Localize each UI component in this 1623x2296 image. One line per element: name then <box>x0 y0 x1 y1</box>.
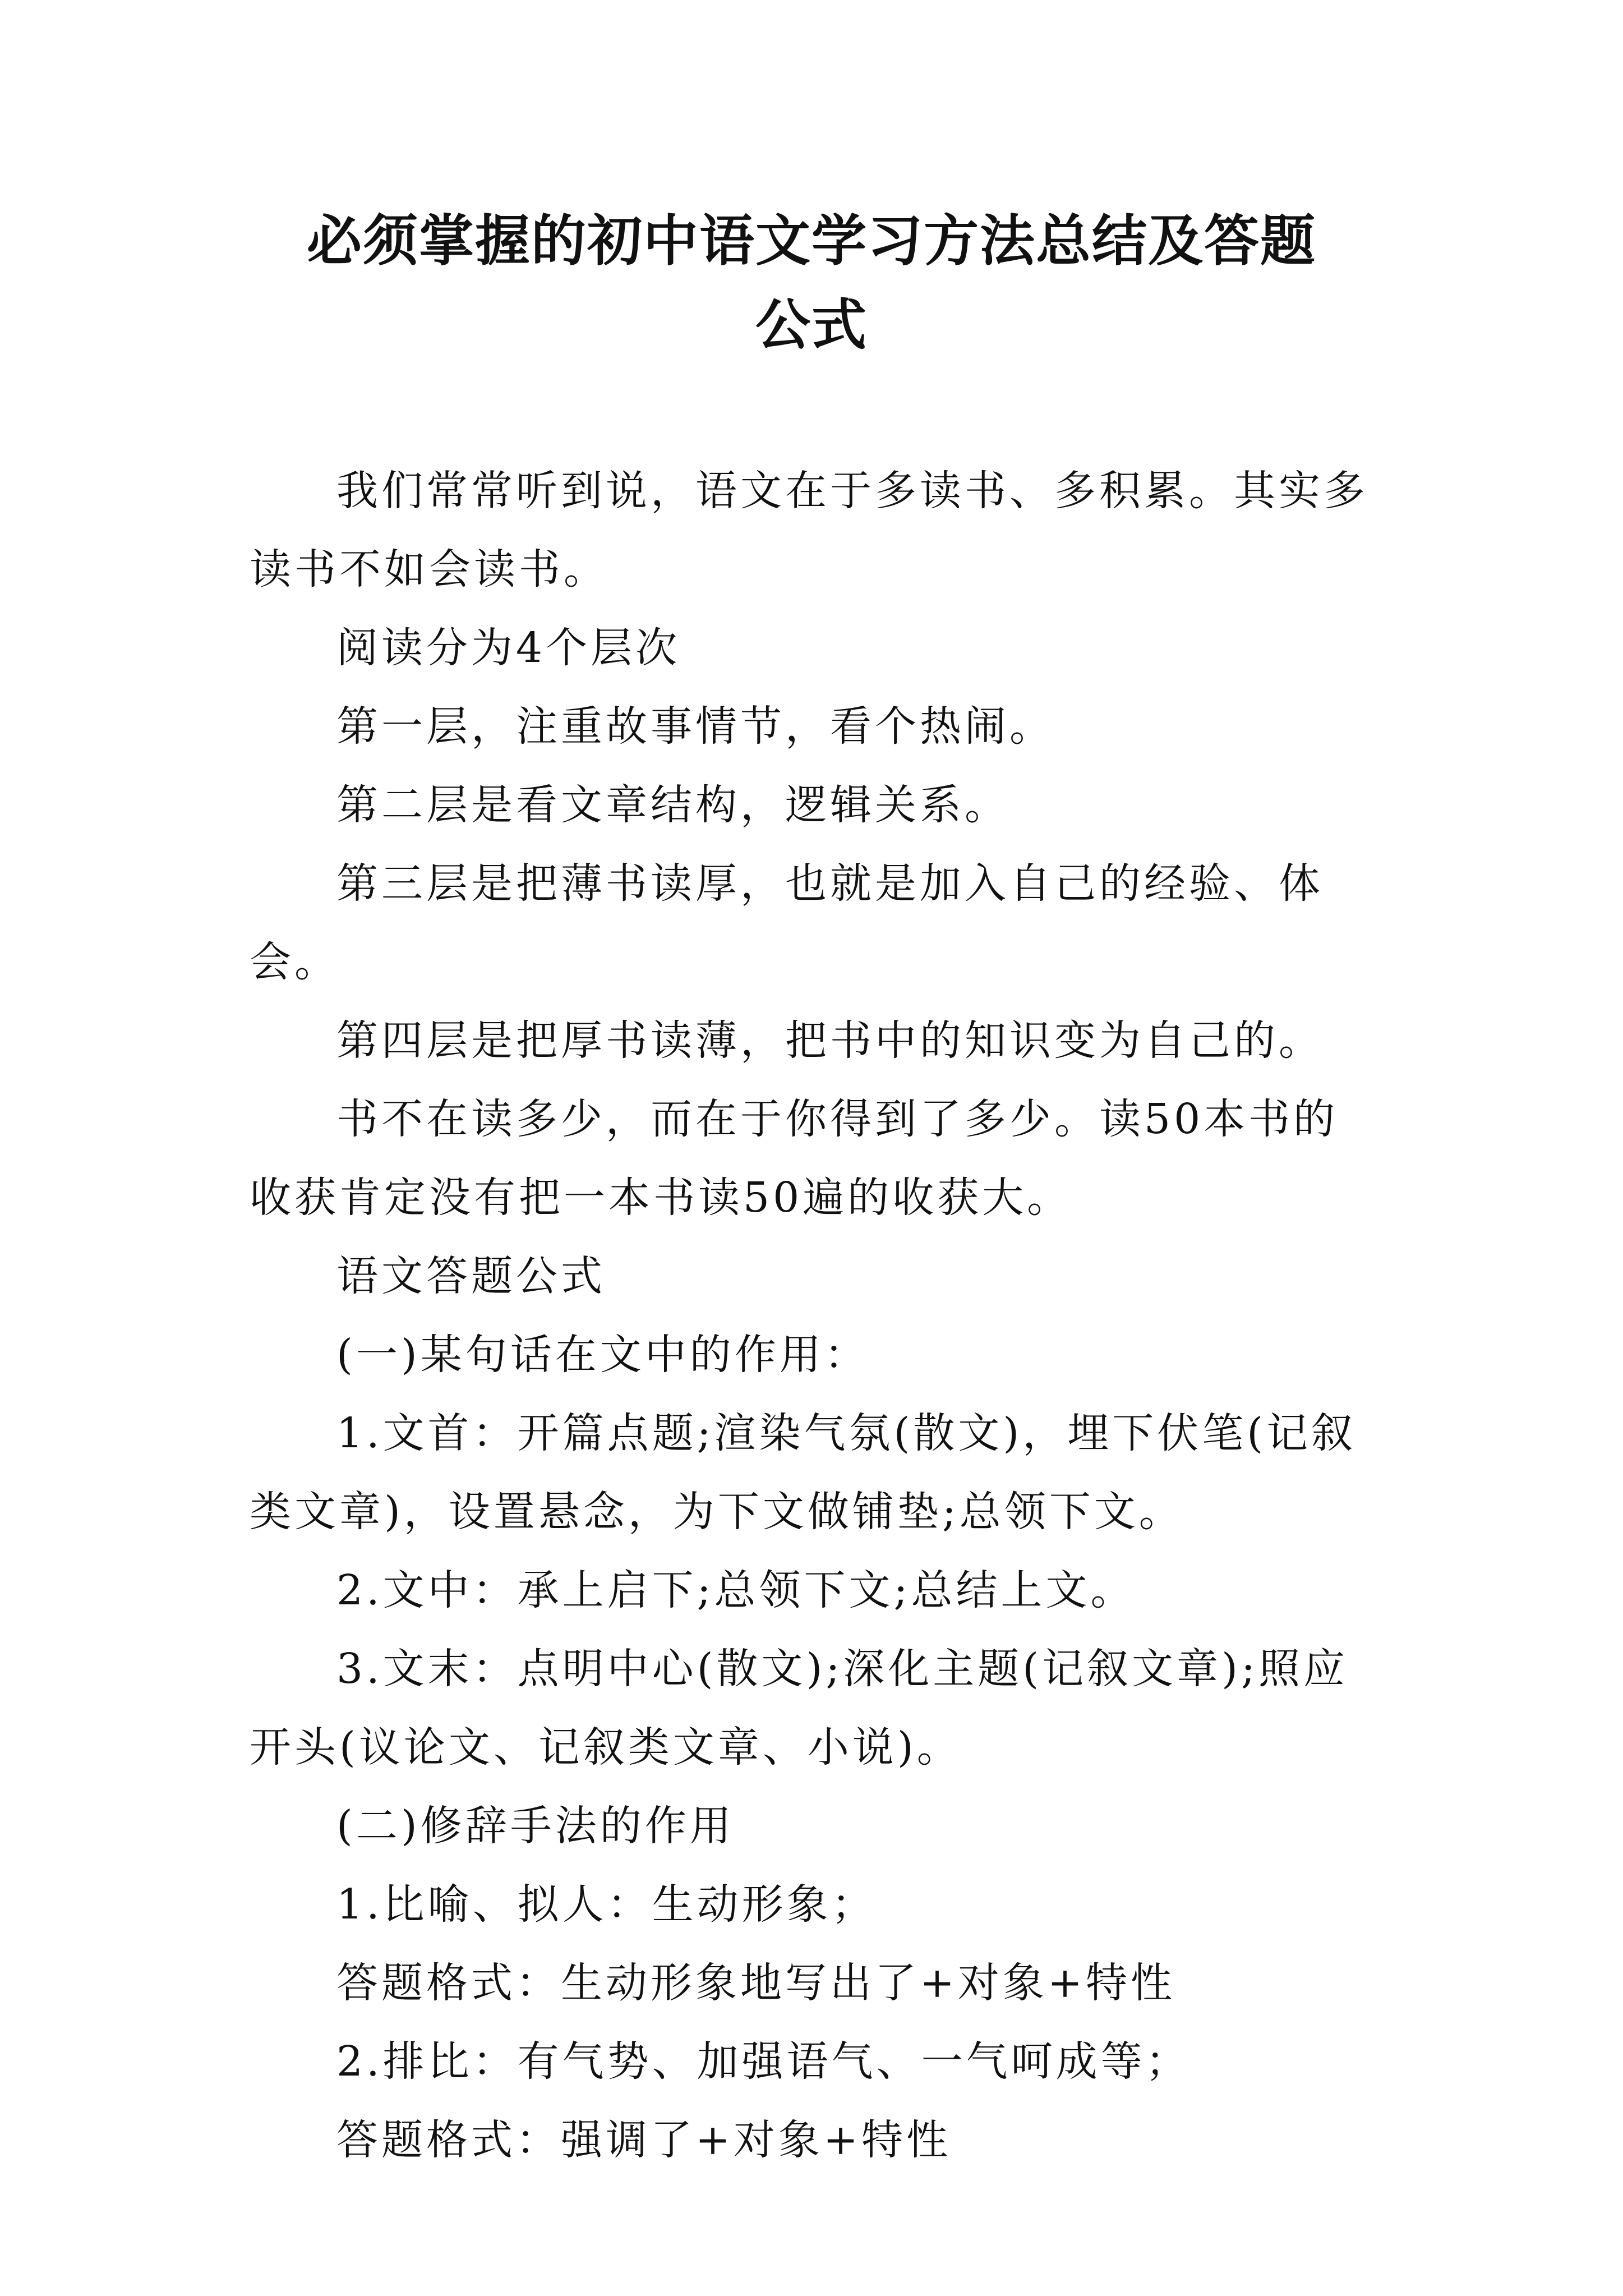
paragraph-14: 1.比喻、拟人：生动形象； <box>336 1880 877 1929</box>
paragraph-2: 阅读分为4个层次 <box>336 624 681 672</box>
paragraph-9: (一)某句话在文中的作用： <box>336 1331 869 1379</box>
paragraph-3: 第一层，注重故事情节，看个热闹。 <box>336 702 1054 751</box>
title-text: 必须掌握的初中语文学习方法总结及答题 公式 <box>306 209 1316 357</box>
document-title <box>168 199 1455 367</box>
paragraph-13: (二)修辞手法的作用 <box>336 1802 735 1850</box>
paragraph-10: 1.文首：开篇点题;渲染气氛(散文)，埋下伏笔(记叙类文章)，设置悬念，为下文做铺垫;总领下文。 <box>250 1409 1357 1536</box>
paragraph-15: 答题格式：生动形象地写出了+对象+特性 <box>336 1959 1176 2007</box>
paragraph-11: 2.文中：承上启下;总领下文;总结上文。 <box>336 1566 1136 1614</box>
paragraph-6: 第四层是把厚书读薄，把书中的知识变为自己的。 <box>336 1016 1324 1065</box>
paragraph-4: 第二层是看文章结构，逻辑关系。 <box>336 781 1009 829</box>
paragraph-8: 语文答题公式 <box>336 1252 606 1300</box>
paragraph-1: 我们常常听到说，语文在于多读书、多积累。其实多读书不如会读书。 <box>250 467 1368 593</box>
document-body <box>250 452 1382 2179</box>
paragraph-5: 第三层是把薄书读厚，也就是加入自己的经验、体会。 <box>250 859 1324 986</box>
paragraph-7: 书不在读多少，而在于你得到了多少。读50本书的收获肯定没有把一本书读50遍的收获大。 <box>250 1095 1339 1222</box>
paragraph-16: 2.排比：有气势、加强语气、一气呵成等； <box>336 2037 1191 2086</box>
paragraph-12: 3.文末：点明中心(散文);深化主题(记叙文章);照应开头(议论文、记叙类文章、小说)。 <box>250 1645 1348 1772</box>
paragraph-17: 答题格式：强调了+对象+特性 <box>336 2116 952 2164</box>
